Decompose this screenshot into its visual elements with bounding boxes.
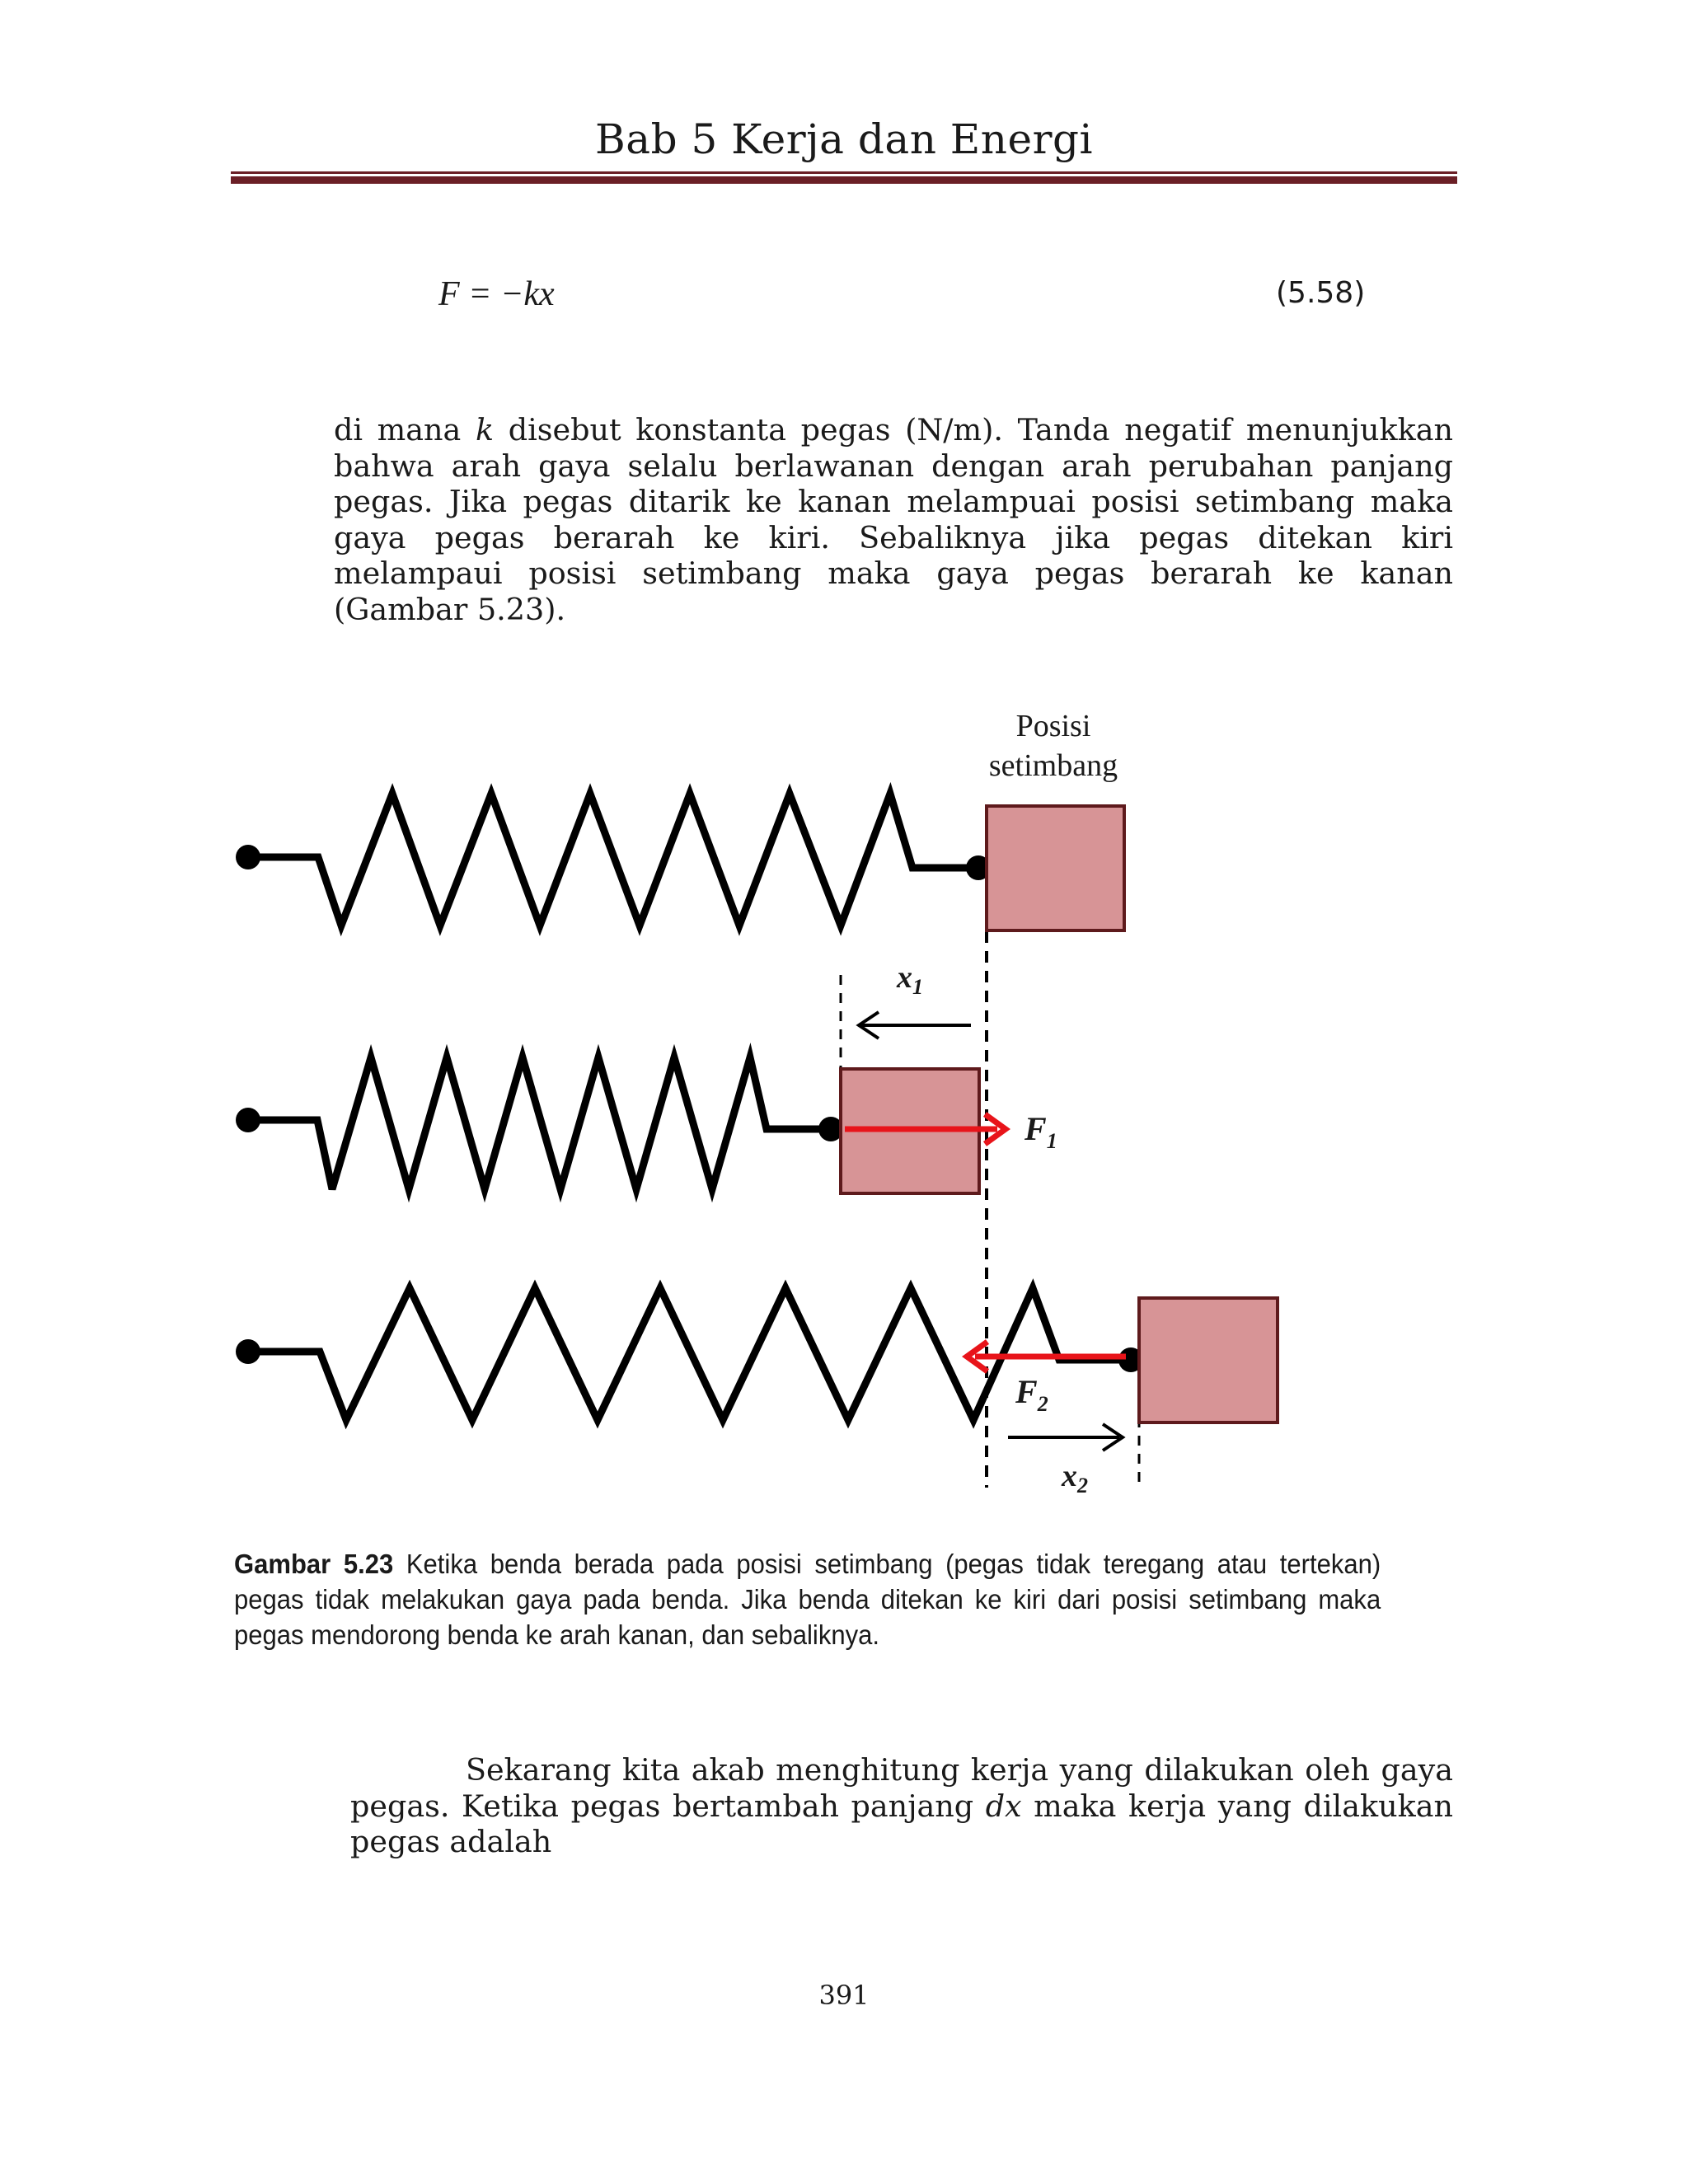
figure-5-23 [0,692,1688,1500]
paragraph-text: disebut konstanta pegas (N/m). Tanda negatif menunjukkan bahwa arah gaya selalu berlawanan dengan arah perubahan panjang pegas. Jika pegas ditarik ke kanan melampuai posisi setimbang maka gaya pegas berarah ke kiri. Sebaliknya jika pegas ditekan kiri melampaui posisi setimbang maka gaya pegas berarah ke kanan (Gambar 5.23). [334,412,1453,627]
equilibrium-label-line2: setimbang [988,748,1118,783]
variable-dx: dx [985,1788,1022,1824]
header-rule-thick [231,176,1457,184]
paragraph-text: maka kerja yang dilakukan pegas adalah [350,1788,1453,1859]
paragraph-text: Sekarang kita akab menghitung kerja yang dilakukan oleh gaya pegas. Ketika pegas bertambah panjang [350,1752,1453,1824]
chapter-header: Bab 5 Kerja dan Energi [595,115,1093,163]
header-rule-thin [231,171,1457,174]
block-stretched [1139,1298,1278,1422]
spring-2 [248,1057,831,1189]
body-paragraph-1 [334,412,1453,627]
body-paragraph-2 [350,1752,1453,1860]
equilibrium-label-line1: Posisi [1015,709,1091,743]
caption-label: Gambar 5.23 [234,1549,394,1579]
spring-diagram [0,692,1688,1500]
spring-1 [248,794,978,926]
paragraph-text: di mana [334,412,476,448]
caption-text: Ketika benda berada pada posisi setimbang (pegas tidak teregang atau tertekan) pegas tidak melakukan gaya pada benda. Jika benda ditekan ke kiri dari posisi setimbang maka pegas mendorong benda ke arah kanan, dan sebaliknya. [234,1549,1381,1650]
f2-label: $F_2$ [1015,1373,1048,1416]
figure-caption [234,1546,1381,1652]
equation-number: (5.58) [1276,276,1366,310]
page-number: 391 [818,1980,870,2011]
variable-k: k [475,412,495,448]
f1-label: $F_1$ [1025,1110,1057,1153]
x2-label: $x_2$ [1062,1459,1088,1497]
x1-label: $x_1$ [897,960,923,999]
block-equilibrium [987,806,1124,930]
equation: F = −kx [438,275,555,313]
